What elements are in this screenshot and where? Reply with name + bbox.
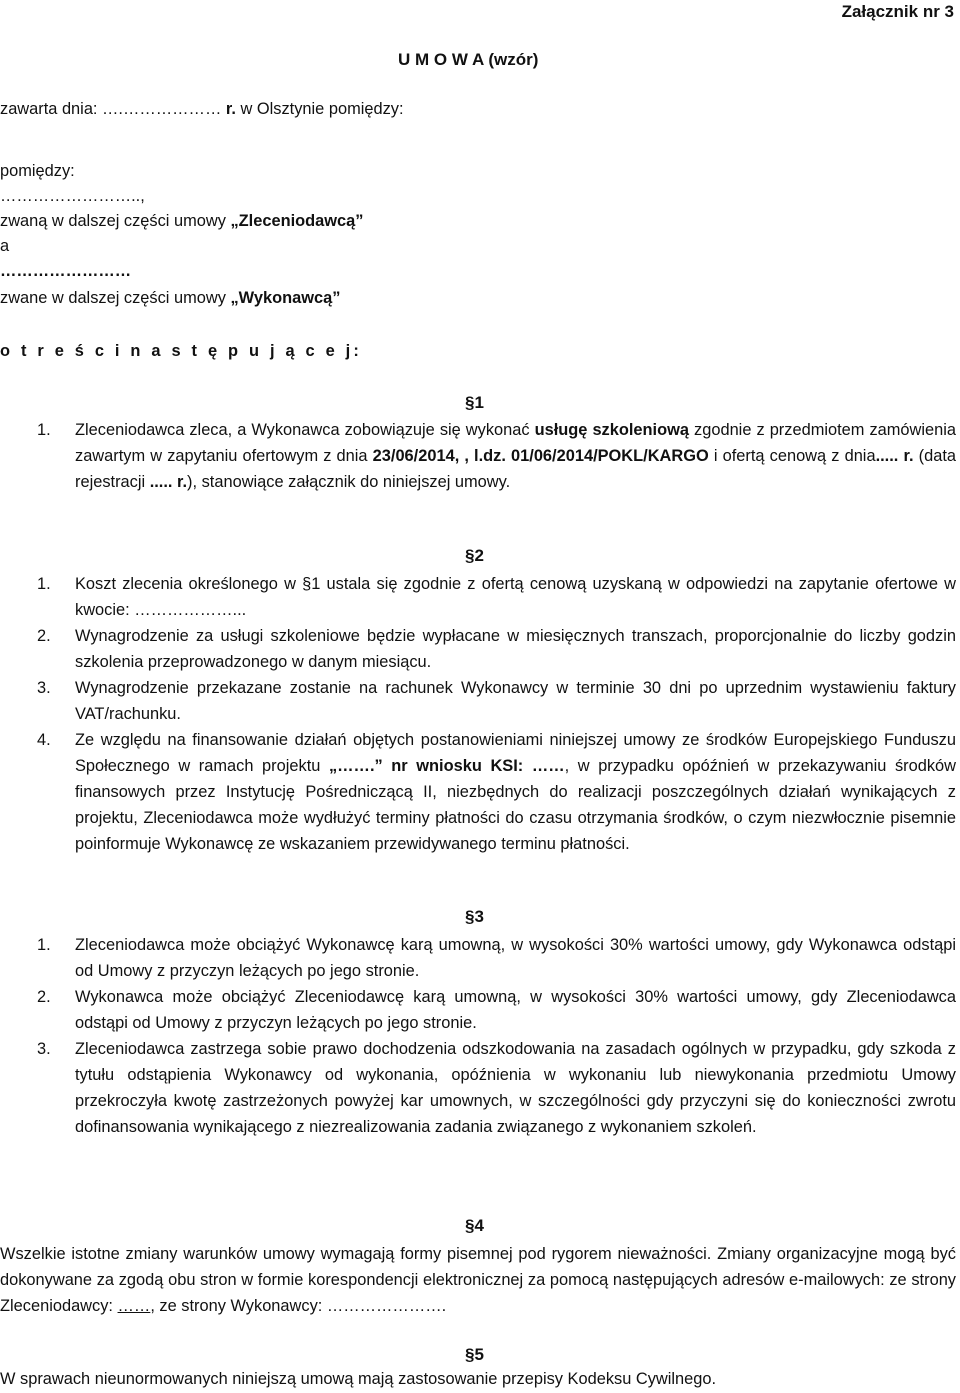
section-2-item-3	[0, 675, 956, 727]
text-run: Wszelkie istotne zmiany warunków umowy wymagają formy pisemnej pod rygorem nieważności. Zmiany organizacyjne mogą być dokonywane za zgodą obu stron w formie korespondencji elektronicznej za pomocą następujących adresów e-mailowych: ze strony Zleceniodawcy:	[0, 1245, 956, 1315]
section-4-body	[0, 1241, 956, 1319]
item-number: 2.	[37, 988, 51, 1006]
section-2-body	[0, 571, 956, 857]
zleceniodawca-email-link[interactable]: ……	[117, 1297, 151, 1315]
bold-run: ..... r.	[149, 473, 188, 491]
text-run: zgodnie z przedmiotem zamówienia zawartym w zapytaniu ofertowym z dnia	[75, 421, 956, 465]
party1-line	[0, 212, 363, 231]
section-2-item-2	[0, 623, 956, 675]
item-text: Zleceniodawca może obciążyć Wykonawcę karą umowną, w wysokości 30% wartości umowy, gdy Wykonawca odstąpi od Umowy z przyczyn leżących po jego stronie.	[75, 936, 956, 980]
section-4-title: §4	[465, 1216, 484, 1235]
section-2-title: §2	[465, 546, 484, 565]
item-number: 1.	[37, 421, 51, 439]
section-2-item-1	[0, 571, 956, 623]
item-text: Wynagrodzenie za usługi szkoleniowe będzie wypłacane w miesięcznych transzach, proporcjonalnie do liczby godzin szkolenia przeprowadzonego w danym miesiącu.	[75, 627, 956, 671]
intro-and: a	[0, 237, 10, 255]
bold-run: 23/06/2014, , l.dz. 01/06/2014/POKL/KARGO	[372, 447, 709, 465]
section-1-body	[0, 417, 956, 495]
section-5-text: W sprawach nieunormowanych niniejszą umową mają zastosowanie przepisy Kodeksu Cywilnego.	[0, 1370, 717, 1388]
section-1-title: §1	[465, 393, 484, 412]
item-number: 3.	[37, 679, 51, 697]
item-number: 3.	[37, 1040, 51, 1058]
bold-run: usługę szkoleniową	[534, 421, 689, 439]
intro-date-suffix: w Olsztynie pomiędzy:	[235, 100, 404, 118]
item-text: Wykonawca może obciążyć Zleceniodawcę karą umowną, w wysokości 30% wartości umowy, gdy Zleceniodawca odstąpi od Umowy z przyczyn leżących po jego stronie.	[75, 988, 956, 1032]
text-run: (data rejestracji	[75, 447, 956, 491]
annex-label: Załącznik nr 3	[841, 2, 954, 21]
text-run: Ze względu na finansowanie działań objętych postanowieniami niniejszej umowy ze środków Europejskiego Funduszu Społecznego w ramach projektu	[75, 731, 956, 775]
item-text: Wynagrodzenie przekazane zostanie na rachunek Wykonawcy w terminie 30 dni po uprzednim wystawieniu faktury VAT/rachunku.	[75, 679, 956, 723]
party1-prefix: zwaną w dalszej części umowy	[0, 212, 231, 230]
item-number: 4.	[37, 731, 51, 749]
party2-prefix: zwane w dalszej części umowy	[0, 289, 231, 307]
item-text: Zleceniodawca zastrzega sobie prawo dochodzenia odszkodowania na zasadach ogólnych w przypadku, gdy szkoda z tytułu odstąpienia Wykonawcy od wykonania, opóźnienia w wykonaniu lub niewykonania przedmiotu Umowy przekroczyła kwotę zastrzeżonych powyżej kar umownych, w szczególności gdy przyczyni się do konieczności zwrotu dofinansowania wynikającego z niezrealizowania zadania związanego z wykonaniem szkoleń.	[75, 1040, 956, 1136]
party1-role: „Zleceniodawcą”	[230, 212, 364, 230]
item-number: 2.	[37, 627, 51, 645]
party2-role: „Wykonawcą”	[230, 289, 341, 307]
intro-between: pomiędzy:	[0, 162, 75, 180]
section-3-item-2	[0, 984, 956, 1036]
section-1-item-1	[0, 417, 956, 495]
intro-date-prefix: zawarta dnia: ….………………	[0, 100, 222, 118]
section-3-item-1	[0, 932, 956, 984]
intro-date-r: r.	[221, 100, 236, 118]
party2-dots: ……………………	[0, 262, 132, 280]
section-3-item-3	[0, 1036, 956, 1140]
section-2-item-4	[0, 727, 956, 857]
section-3-title: §3	[465, 907, 484, 926]
text-run: , w przypadku opóźnień w przekazywaniu środków finansowych przez Instytucję Pośredniczącą II, niezbędnych do realizacji poszczególnych działań wynikających z projektu, Zleceniodawca może wydłużyć terminy płatności do czasu otrzymania środków, o czym niezwłocznie pisemnie poinformuje Wykonawcę ze wskazaniem przewidywanego terminu płatności.	[75, 757, 957, 853]
bold-run: ..... r.	[875, 447, 914, 465]
section-5-title: §5	[465, 1345, 484, 1364]
text-run: ), stanowiące załącznik do niniejszej umowy.	[187, 473, 511, 491]
text-run: , ze strony Wykonawcy: ………………….	[150, 1297, 447, 1315]
item-number: 1.	[37, 575, 51, 593]
party1-dots: ……………………..,	[0, 187, 145, 205]
as-follows-line: o t r e ś c i n a s t ę p u j ą c e j:	[0, 342, 363, 360]
item-text: Koszt zlecenia określonego w §1 ustala się zgodnie z ofertą cenową uzyskaną w odpowiedzi na zapytanie ofertowe w kwocie: ………………...	[75, 575, 956, 619]
item-number: 1.	[37, 936, 51, 954]
party2-line	[0, 289, 340, 308]
bold-run: „…….” nr wniosku KSI: ……	[328, 757, 565, 775]
intro-date-line	[0, 100, 404, 119]
text-run: Zleceniodawca zleca, a Wykonawca zobowiązuje się wykonać	[75, 421, 535, 439]
section-3-body	[0, 932, 956, 1140]
document-title: U M O W A (wzór)	[398, 50, 539, 69]
text-run: i ofertą cenową z dnia	[708, 447, 876, 465]
